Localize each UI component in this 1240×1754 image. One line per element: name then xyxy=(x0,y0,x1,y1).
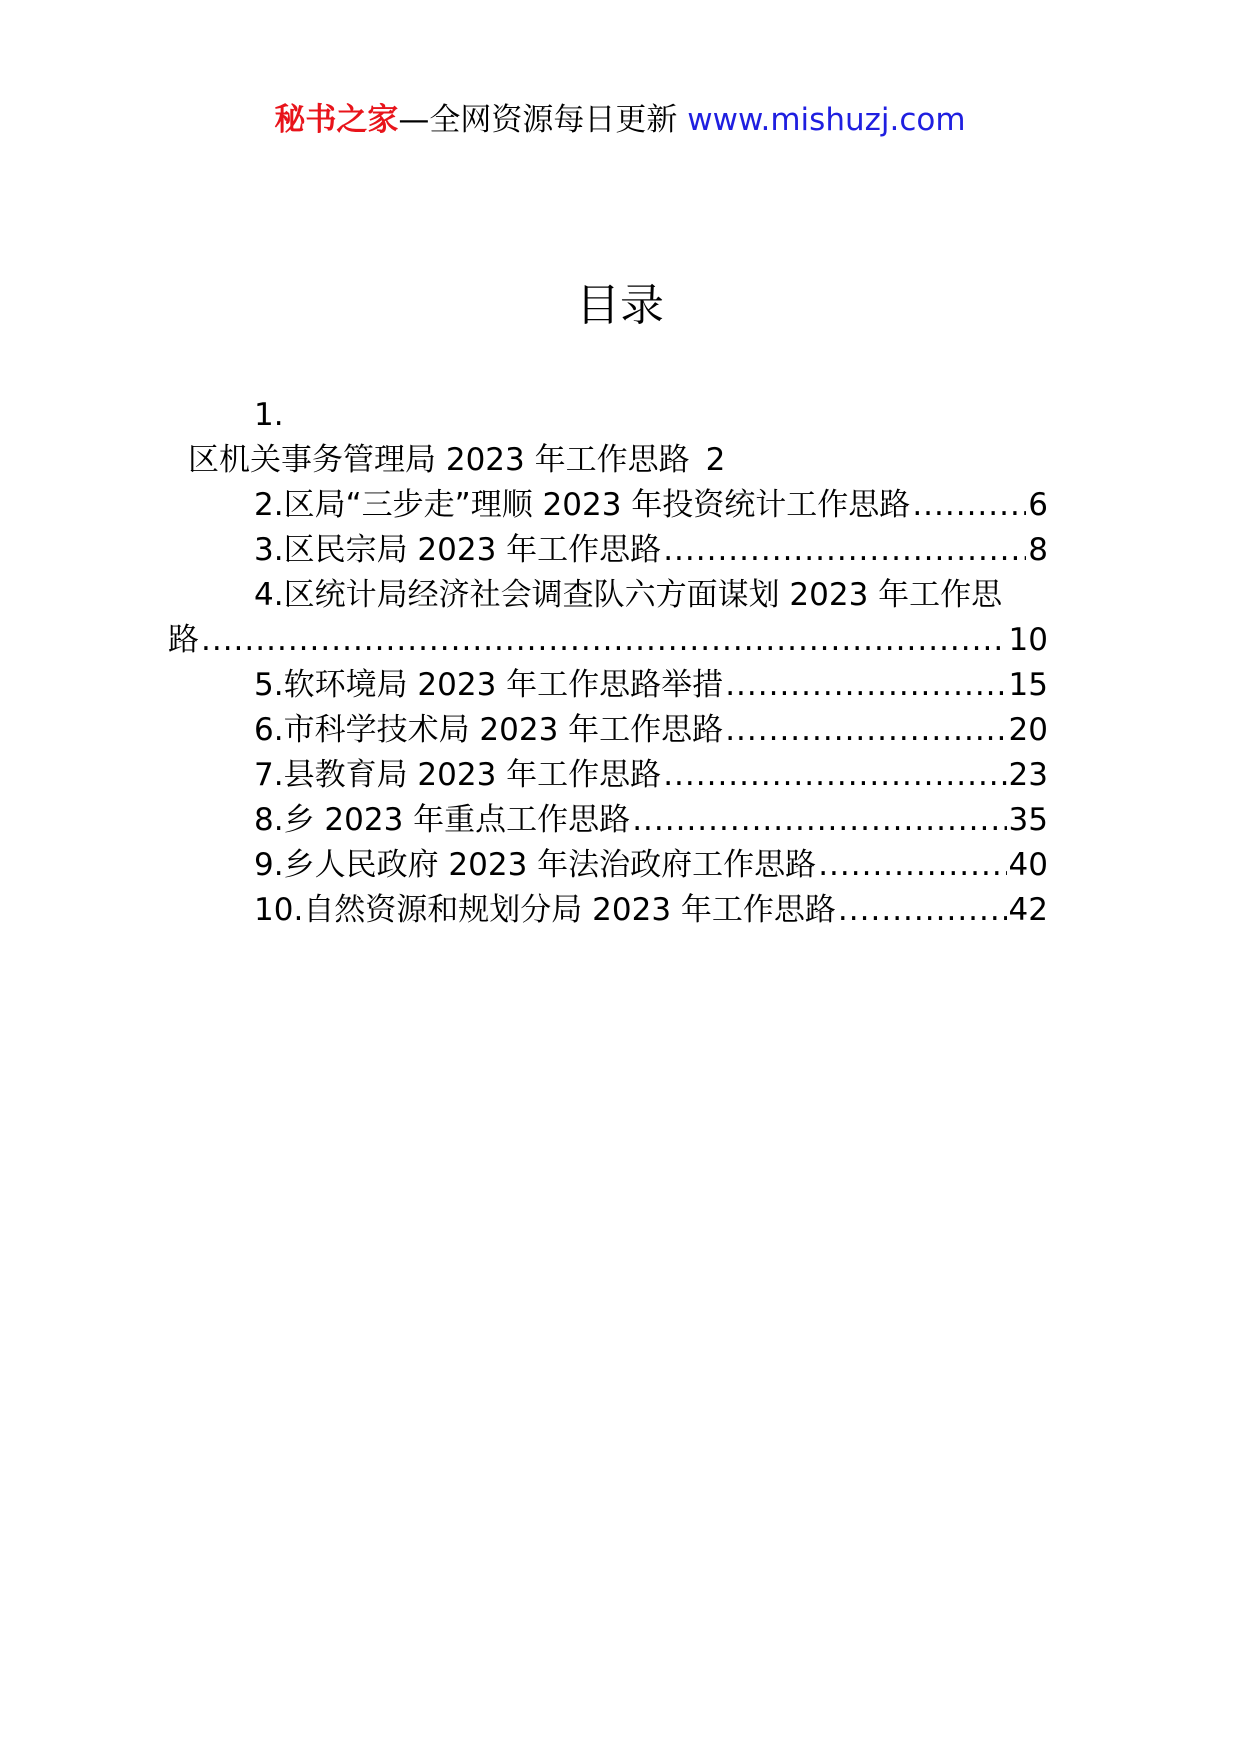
toc-entry-number: 5. xyxy=(254,667,284,703)
toc-entry-title-line1: 区统计局经济社会调查队六方面谋划 2023 年工作思 xyxy=(283,577,1003,613)
toc-entry-page: 2 xyxy=(705,442,726,478)
toc-leader-dots xyxy=(912,483,1026,528)
toc-entry-9[interactable] xyxy=(188,843,1048,888)
toc-leader-dots xyxy=(201,618,1007,663)
toc-entry-4[interactable] xyxy=(168,573,1048,663)
toc-entry-2[interactable] xyxy=(188,483,1048,528)
toc-entry-number: 2. xyxy=(254,487,284,523)
toc-leader-dots xyxy=(818,843,1006,888)
toc-entry-number: 9. xyxy=(254,847,284,883)
toc-entry-title: 区民宗局 2023 年工作思路 xyxy=(283,532,662,568)
toc-entry-page: 8 xyxy=(1028,532,1048,568)
toc-entry-3[interactable] xyxy=(188,528,1048,573)
toc-entry-title: 乡人民政府 2023 年法治政府工作思路 xyxy=(283,847,817,883)
toc-leader-dots xyxy=(663,753,1006,798)
toc-entry-number: 8. xyxy=(254,802,284,838)
toc-entry-number: 1. xyxy=(254,397,284,433)
header-url[interactable]: www.mishuzj.com xyxy=(687,102,966,138)
toc-entry-number: 3. xyxy=(254,532,284,568)
toc-leader-dots xyxy=(838,888,1007,933)
watermark-header xyxy=(0,100,1240,140)
brand-name: 秘书之家 xyxy=(274,102,399,138)
toc-leader-dots xyxy=(725,663,1006,708)
toc-entry-title: 区局“三步走”理顺 2023 年投资统计工作思路 xyxy=(283,487,911,523)
toc-entry-8[interactable] xyxy=(188,798,1048,843)
toc-entry-5[interactable] xyxy=(188,663,1048,708)
page-title: 目录 xyxy=(576,280,664,331)
toc-entry-1[interactable] xyxy=(188,393,1048,483)
table-of-contents xyxy=(168,393,1048,933)
header-slogan: —全网资源每日更新 xyxy=(398,102,688,138)
toc-entry-number: 10. xyxy=(254,892,304,928)
toc-entry-6[interactable] xyxy=(188,708,1048,753)
toc-entry-page: 15 xyxy=(1008,667,1048,703)
toc-leader-dots xyxy=(632,798,1006,843)
toc-entry-title: 区机关事务管理局 2023 年工作思路 xyxy=(188,442,690,478)
toc-entry-page: 10 xyxy=(1008,622,1048,658)
toc-entry-number: 6. xyxy=(254,712,284,748)
toc-leader-dots xyxy=(663,528,1026,573)
toc-entry-7[interactable] xyxy=(188,753,1048,798)
toc-entry-number: 7. xyxy=(254,757,284,793)
toc-entry-number: 4. xyxy=(254,577,284,613)
toc-entry-page: 20 xyxy=(1008,712,1048,748)
toc-entry-page: 40 xyxy=(1008,847,1048,883)
toc-leader-dots xyxy=(725,708,1006,753)
toc-entry-title: 乡 2023 年重点工作思路 xyxy=(283,802,631,838)
toc-entry-page: 42 xyxy=(1008,892,1048,928)
toc-entry-title: 县教育局 2023 年工作思路 xyxy=(283,757,662,793)
toc-entry-title: 市科学技术局 2023 年工作思路 xyxy=(283,712,724,748)
toc-entry-page: 23 xyxy=(1008,757,1048,793)
toc-entry-10[interactable] xyxy=(188,888,1048,933)
toc-entry-title: 自然资源和规划分局 2023 年工作思路 xyxy=(303,892,836,928)
toc-entry-page: 6 xyxy=(1028,487,1048,523)
toc-entry-title: 软环境局 2023 年工作思路举措 xyxy=(283,667,724,703)
toc-entry-page: 35 xyxy=(1008,802,1048,838)
toc-entry-title-line2: 路 xyxy=(168,622,199,658)
